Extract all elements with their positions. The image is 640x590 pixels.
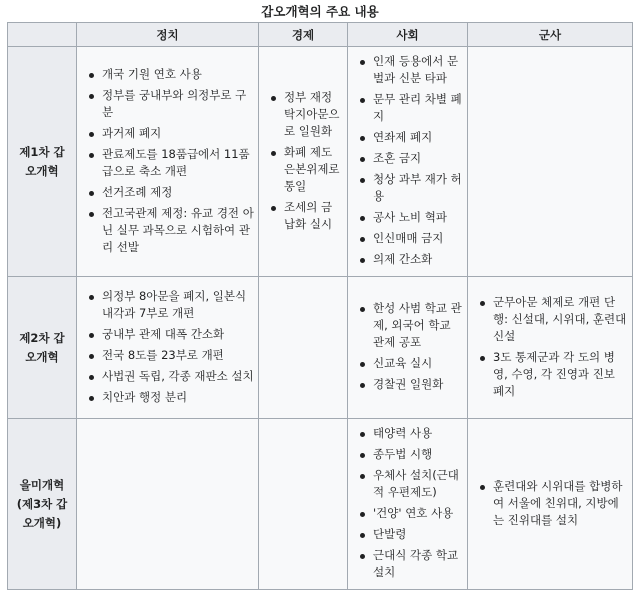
list-item: 3도 통제군과 각 도의 병영, 수영, 각 진영과 진보 폐지 <box>493 349 628 400</box>
table-caption: 갑오개혁의 주요 내용 <box>261 4 379 19</box>
row-label-line: 오개혁 <box>25 349 59 364</box>
list-item: 인신매매 금지 <box>373 230 463 247</box>
list-item: 한성 사범 학교 관제, 외국어 학교 관제 공포 <box>373 301 462 349</box>
row-label-line: 제1차 갑 <box>19 144 65 159</box>
list-society <box>352 425 463 581</box>
cell-politics <box>77 277 259 419</box>
cell-politics <box>77 419 259 590</box>
list-item: 우체사 설치(근대적 우편제도) <box>373 467 463 501</box>
row-label <box>8 277 77 419</box>
header-corner <box>8 23 77 47</box>
list-item: 단발령 <box>373 526 463 543</box>
list-item: 사법권 독립, 각종 재판소 설치 <box>102 368 254 383</box>
row-label-line: 제2차 갑 <box>19 330 65 345</box>
cell-economy <box>259 277 348 419</box>
cell-military <box>468 277 633 419</box>
list-item: 화폐 제도 은본위제로 통일 <box>284 144 343 195</box>
list-item: 과거제 폐지 <box>102 125 254 142</box>
list-item: 인재 등용에서 문벌과 신분 타파 <box>373 53 463 87</box>
cell-military <box>468 419 633 590</box>
list-item: '건양' 연호 사용 <box>373 505 463 522</box>
header-politics: 정치 <box>77 23 259 47</box>
cell-society <box>348 277 468 419</box>
table-row <box>8 277 633 419</box>
list-item: 태양력 사용 <box>373 425 463 442</box>
list-item: 군무아문 체제로 개편 단행: 신설대, 시위대, 훈련대 신설 <box>493 294 627 343</box>
row-label-line: 오개혁 <box>25 163 59 178</box>
list-item: 관료제도를 18품급에서 11품급으로 축소 개편 <box>102 146 254 180</box>
cell-society <box>348 47 468 277</box>
cell-society <box>348 419 468 590</box>
list-society <box>352 300 463 393</box>
table-row <box>8 47 633 277</box>
list-item: 청상 과부 재가 허용 <box>373 172 462 203</box>
cell-military <box>468 47 633 277</box>
list-item: 치안과 행정 분리 <box>102 389 254 406</box>
list-item: 의정부 8아문을 폐지, 일본식 내각과 7부로 개편 <box>102 288 254 322</box>
cell-economy <box>259 419 348 590</box>
header-row <box>8 23 633 47</box>
row-label-line: 오개혁) <box>22 515 62 530</box>
list-item: 신교육 실시 <box>373 355 463 372</box>
row-label-line: 을미개혁 <box>19 477 65 492</box>
list-politics <box>81 288 254 406</box>
list-item: 궁내부 관제 대폭 간소화 <box>102 326 254 343</box>
reform-table <box>7 22 633 590</box>
list-item: 의제 간소화 <box>373 251 463 268</box>
list-military <box>472 478 628 529</box>
cell-economy <box>259 47 348 277</box>
header-military: 군사 <box>468 23 633 47</box>
list-item: 정부를 궁내부와 의정부로 구분 <box>102 87 254 121</box>
header-economy: 경제 <box>259 23 348 47</box>
row-label <box>8 47 77 277</box>
list-item: 선거조례 제정 <box>102 184 254 201</box>
list-item: 조세의 금납화 실시 <box>284 199 343 233</box>
list-item: 훈련대와 시위대를 합병하여 서울에 친위대, 지방에는 진위대를 설치 <box>493 478 628 529</box>
table-row <box>8 419 633 590</box>
list-item: 전고국관제 제정: 유교 경전 아닌 실무 과목으로 시험하여 관리 선발 <box>102 205 254 254</box>
list-item: 종두법 시행 <box>373 446 463 463</box>
cell-politics <box>77 47 259 277</box>
list-item: 공사 노비 혁파 <box>373 209 463 226</box>
list-item: 연좌제 폐지 <box>373 129 463 146</box>
list-item: 근대식 각종 학교 설치 <box>373 547 463 581</box>
header-society: 사회 <box>348 23 468 47</box>
list-politics <box>81 66 254 256</box>
row-label <box>8 419 77 590</box>
list-economy <box>263 89 343 233</box>
row-label-line: (제3차 갑 <box>16 496 68 511</box>
list-item: 경찰권 일원화 <box>373 376 463 393</box>
list-item: 개국 기원 연호 사용 <box>102 66 254 83</box>
list-item: 전국 8도를 23부로 개편 <box>102 347 254 364</box>
list-item: 문무 관리 차별 폐지 <box>373 92 462 123</box>
list-item: 정부 재정 탁지아문으로 일원화 <box>284 89 343 140</box>
list-military <box>472 294 628 400</box>
list-item: 조혼 금지 <box>373 150 463 167</box>
list-society <box>352 53 463 268</box>
